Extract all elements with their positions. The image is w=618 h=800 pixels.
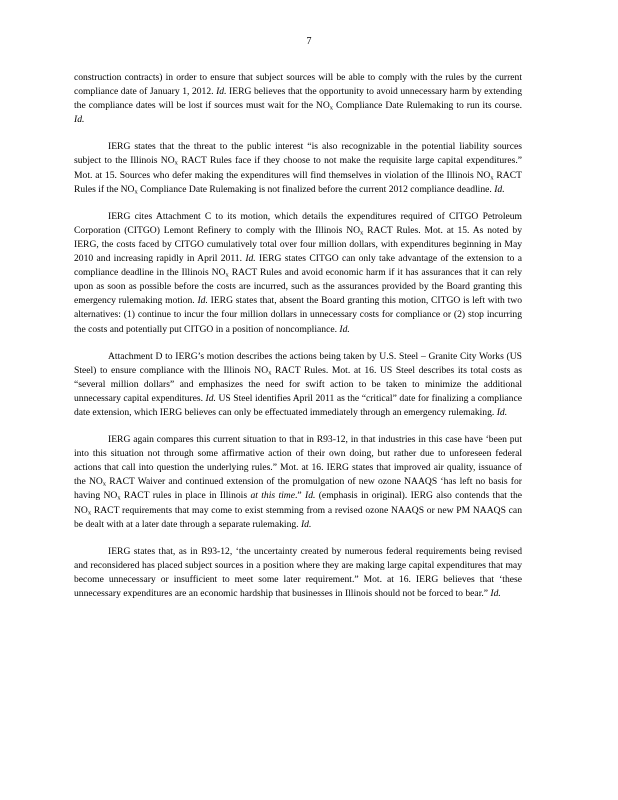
paragraph-2: IERG states that the threat to the public interest “is also recognizable in the potential liability sources subject to the Illinois $NO_x$ RACT Rules face if they choose to not make the requisite large capital expenditures.” Mot. at 15. Sources who defer making the expenditures will find themselves in violation of the Illinois $NO_x$ RACT Rules if the $NO_x$ Compliance Date Rulemaking is not finalized before the current 2012 compliance deadline. Id.: [74, 141, 523, 196]
paragraph-6: IERG states that, as in R93-12, ‘the uncertainty created by numerous federal requirements being revised and reconsidered has placed subject sources in a position where they are making large capital expenditures that may become unnecessary or insufficient to meet some later requirement.” Mot. at 16. IERG believes that ‘these unnecessary expenditures are an economic hardship that businesses in Illinois should not be forced to bear.” Id.: [74, 545, 522, 599]
subscript-text: x: [268, 369, 272, 377]
paragraph-3: IERG cites Attachment C to its motion, which details the expenditures required of CITGO Petroleum Corporation (CITGO) Lemont Refinery to comply with the Illinois $NO_x$ RACT Rules. Mot. at 15. As noted by IERG, the costs faced by CITGO cumulatively total over four million dollars, with expenditures beginning in May 2010 and increasing rapidly in April 2011. Id. IERG states CITGO can only take advantage of the extension to a compliance deadline in the Illinois $NO_x$ RACT Rules and avoid economic harm if it has assurances that it can rely upon as soon as possible before the costs are incurred, such as the assurances provided by the Board granting this emergency rulemaking motion. Id. IERG states that, absent the Board granting this motion, CITGO is left with two alternatives: (1) continue to incur the four million dollars in unnecessary costs for compliance or (2) stop incurring the costs and potentially put CITGO in a position of noncompliance. Id.: [74, 210, 522, 335]
citation-text: Id.: [305, 490, 316, 502]
citation-text: Id.: [216, 86, 227, 98]
paragraph-1: construction contracts) in order to ensure that subject sources will be able to comply with the rules by the current compliance date of January 1, 2012. Id. IERG believes that the opportunity to avoid unnecessary harm by extending the compliance dates will be lost if sources must wait for the $NO_x$ Compliance Date Rulemaking to run its course. Id.: [74, 72, 523, 126]
citation-text: Id.: [496, 406, 508, 418]
subscript-text: x: [134, 188, 138, 196]
citation-text: Id.: [197, 295, 208, 307]
subscript-text: x: [87, 509, 92, 517]
citation-text: Id.: [74, 114, 85, 126]
subscript-text: x: [360, 229, 364, 237]
citation-text: Id.: [300, 518, 312, 530]
subscript-text: x: [329, 104, 334, 112]
citation-text: Id.: [245, 253, 256, 265]
paragraph-5: IERG again compares this current situation to that in R93-12, in that industries in this case have ‘been put into this situation not through some affirmative action of their own doing, but rather due to unforeseen federal actions that call into question the underlying rules.” Mot. at 16. IERG states that improved air quality, issuance of the $NO_x$ RACT Waiver and continued extension of the promulgation of new ozone NAAQS ‘has left no basis for having $NO_x$ RACT rules in place in Illinois at this time.” Id. (emphasis in original). IERG also contends that the $NO_x$ RACT requirements that may come to exist stemming from a revised ozone NAAQS or new PM NAAQS can be dealt with at a later date through a separate rulemaking. Id.: [74, 434, 523, 530]
page-number: 7: [306, 36, 312, 47]
citation-text: Id.: [205, 392, 216, 404]
subscript-text: x: [102, 480, 107, 488]
citation-text: Id.: [494, 183, 505, 195]
citation-text: at this time: [250, 490, 295, 502]
paragraph-4: Attachment D to IERG’s motion describes the actions being taken by U.S. Steel – Granite City Works (US Steel) to ensure compliance with the Illinois $NO_x$ RACT Rules. Mot. at 16. US Steel describes its total costs as “several million dollars” and emphasizes the need for swift action to be taken to minimize the additional unnecessary capital expenditures. Id. US Steel identifies April 2011 as the “critical” date for finalizing a compliance date extension, which IERG believes can only be effectuated immediately through an emergency rulemaking. Id.: [74, 350, 522, 418]
citation-text: Id.: [490, 588, 501, 599]
subscript-text: x: [174, 159, 178, 167]
subscript-text: x: [490, 174, 494, 182]
document-body: [74, 71, 522, 614]
subscript-text: x: [117, 494, 121, 502]
citation-text: Id.: [339, 323, 350, 335]
subscript-text: x: [225, 271, 229, 279]
